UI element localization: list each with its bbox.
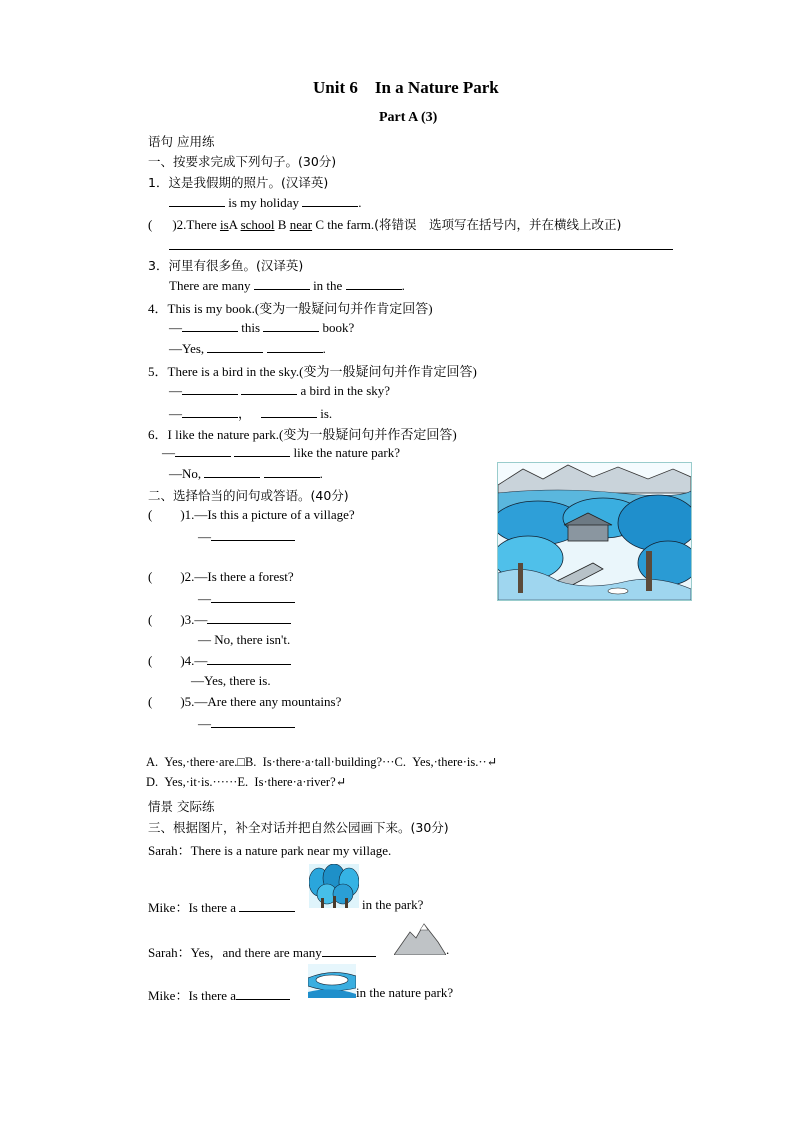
p2-item-5	[148, 694, 341, 710]
item-dash: —	[198, 529, 211, 544]
item-dash: —	[198, 591, 211, 606]
p2-item-1	[148, 507, 355, 523]
q5-mid: a bird in the sky?	[297, 383, 391, 398]
q2-instruction: (将错误 选项写在括号内，并在横线上改正)	[374, 217, 622, 232]
answer-blank[interactable]	[234, 444, 290, 457]
answer-blank[interactable]	[346, 277, 402, 290]
q2-option-c: near	[289, 217, 313, 232]
q3-end: .	[401, 278, 405, 293]
q1-prompt: 1．这是我假期的照片。(汉译英)	[148, 175, 329, 190]
q6-no: —No,	[169, 466, 205, 481]
q1-line	[169, 194, 362, 211]
answer-blank[interactable]	[211, 715, 295, 728]
dialog-text: Mike：Is there a	[148, 900, 240, 915]
q1-end: .	[358, 195, 362, 210]
answer-blank[interactable]	[236, 987, 290, 1000]
q1-mid: is my holiday	[225, 195, 303, 210]
q4-yes: —Yes,	[169, 341, 208, 356]
options-line-1: A. Yes,·there·are.□B. Is·there·a·tall·building?···C. Yes,·there·is.··↵	[146, 755, 498, 769]
q2-answer-line[interactable]	[169, 249, 673, 250]
q5-comma: ，	[238, 406, 252, 421]
q5-prompt: 5．There is a bird in the sky.(变为一般疑问句并作肯定回答)	[148, 364, 477, 379]
q6-mid: like the nature park?	[290, 445, 400, 460]
part3-heading: 三、根据图片，补全对话并把自然公园画下来。(30分)	[148, 820, 449, 835]
dialog-line-4-end: in the nature park?	[356, 985, 454, 1000]
q5-is: is.	[317, 406, 333, 421]
p2-item-3-answer: — No, there isn't.	[198, 632, 291, 647]
q2-tag-a: A	[228, 217, 241, 232]
part2-heading: 二、选择恰当的问句或答语。(40分)	[148, 488, 349, 503]
item-paren-open: (	[148, 507, 153, 522]
q6-dash: —	[162, 445, 175, 460]
answer-blank[interactable]	[182, 382, 238, 395]
q5-answer	[169, 403, 332, 422]
q4-answer	[169, 340, 326, 357]
item-question: )1.—Is this a picture of a village?	[180, 507, 355, 522]
answer-blank[interactable]	[254, 277, 310, 290]
dialog-text: Mike：Is there a	[148, 988, 237, 1003]
dialog-line-3-end: .	[446, 942, 450, 957]
q3-prompt: 3．河里有很多鱼。(汉译英)	[148, 258, 304, 273]
page-subtitle: Part A (3)	[379, 110, 438, 125]
answer-blank[interactable]	[207, 340, 263, 353]
q2-num: )2.There	[172, 217, 220, 232]
answer-blank[interactable]	[182, 319, 238, 332]
answer-blank[interactable]	[263, 319, 319, 332]
p2-item-5-answer	[198, 715, 295, 732]
item-paren-open: (	[148, 569, 153, 584]
answer-blank[interactable]	[211, 590, 295, 603]
answer-blank[interactable]	[267, 340, 323, 353]
q6-dot: .	[319, 466, 323, 481]
q5-dash: —	[169, 383, 182, 398]
answer-blank[interactable]	[241, 382, 297, 395]
q5-answer-dash: —	[169, 406, 182, 421]
p2-item-2-answer	[198, 590, 295, 607]
nature-park-picture	[497, 462, 692, 601]
answer-blank[interactable]	[207, 611, 291, 624]
mountain-picture	[394, 922, 446, 955]
q2-tag-c: C the farm.	[312, 217, 375, 232]
p2-item-3	[148, 611, 291, 628]
dialog-line-2	[148, 897, 295, 916]
page-title: Unit 6 In a Nature Park	[313, 78, 499, 97]
dialog-line-4	[148, 985, 290, 1004]
q2-line	[148, 215, 621, 233]
item-question: )3.—	[180, 612, 208, 627]
q2-option-a: is	[219, 217, 229, 232]
q4-prompt: 4．This is my book.(变为一般疑问句并作肯定回答)	[148, 301, 433, 316]
q6-prompt: 6．I like the nature park.(变为一般疑问句并作否定回答)	[148, 427, 457, 442]
item-question: )2.—Is there a forest?	[180, 569, 294, 584]
p2-item-2	[148, 569, 294, 585]
q6-line	[162, 444, 400, 461]
q3-text-b: in the	[309, 278, 346, 293]
q2-option-b: school	[240, 217, 275, 232]
answer-blank[interactable]	[302, 194, 358, 207]
item-paren-open: (	[148, 694, 153, 709]
dialog-text: Sarah：Yes，and there are many	[148, 945, 322, 960]
q2-open: (	[148, 217, 153, 232]
item-question: )5.—Are there any mountains?	[180, 694, 342, 709]
answer-blank[interactable]	[264, 465, 320, 478]
q2-tag-b: B	[274, 217, 290, 232]
item-dash: —	[198, 716, 211, 731]
dialog-line-3	[148, 942, 376, 961]
section-scene: 情景 交际练	[148, 799, 215, 814]
answer-blank[interactable]	[261, 405, 317, 418]
q5-line	[169, 382, 390, 399]
q4-end: book?	[319, 320, 355, 335]
dialog-line-2-end: in the park?	[362, 897, 424, 912]
answer-blank[interactable]	[211, 528, 295, 541]
q4-dash: —	[169, 320, 182, 335]
part1-heading: 一、按要求完成下列句子。(30分)	[148, 154, 337, 169]
q6-answer	[169, 465, 323, 482]
answer-blank[interactable]	[322, 944, 376, 957]
item-paren-open: (	[148, 653, 153, 668]
q4-dot: .	[322, 341, 326, 356]
item-paren-open: (	[148, 612, 153, 627]
answer-blank[interactable]	[169, 194, 225, 207]
item-question: )4.—	[180, 653, 208, 668]
answer-blank[interactable]	[239, 899, 295, 912]
answer-blank[interactable]	[182, 405, 238, 418]
p2-item-4-answer: —Yes, there is.	[191, 673, 271, 688]
q3-line	[169, 277, 405, 294]
answer-blank[interactable]	[204, 465, 260, 478]
answer-blank[interactable]	[207, 652, 291, 665]
q3-text-a: There are many	[169, 278, 254, 293]
p2-item-1-answer	[198, 528, 295, 545]
river-picture	[308, 964, 356, 998]
dialog-line-1: Sarah：There is a nature park near my village.	[148, 843, 392, 858]
answer-blank[interactable]	[175, 444, 231, 457]
q4-line	[169, 319, 354, 336]
section-practice: 语句 应用练	[148, 134, 215, 149]
options-line-2: D. Yes,·it·is.······E. Is·there·a·river?↵	[146, 775, 347, 789]
q4-mid: this	[238, 320, 264, 335]
p2-item-4	[148, 652, 291, 669]
forest-picture	[309, 864, 359, 908]
